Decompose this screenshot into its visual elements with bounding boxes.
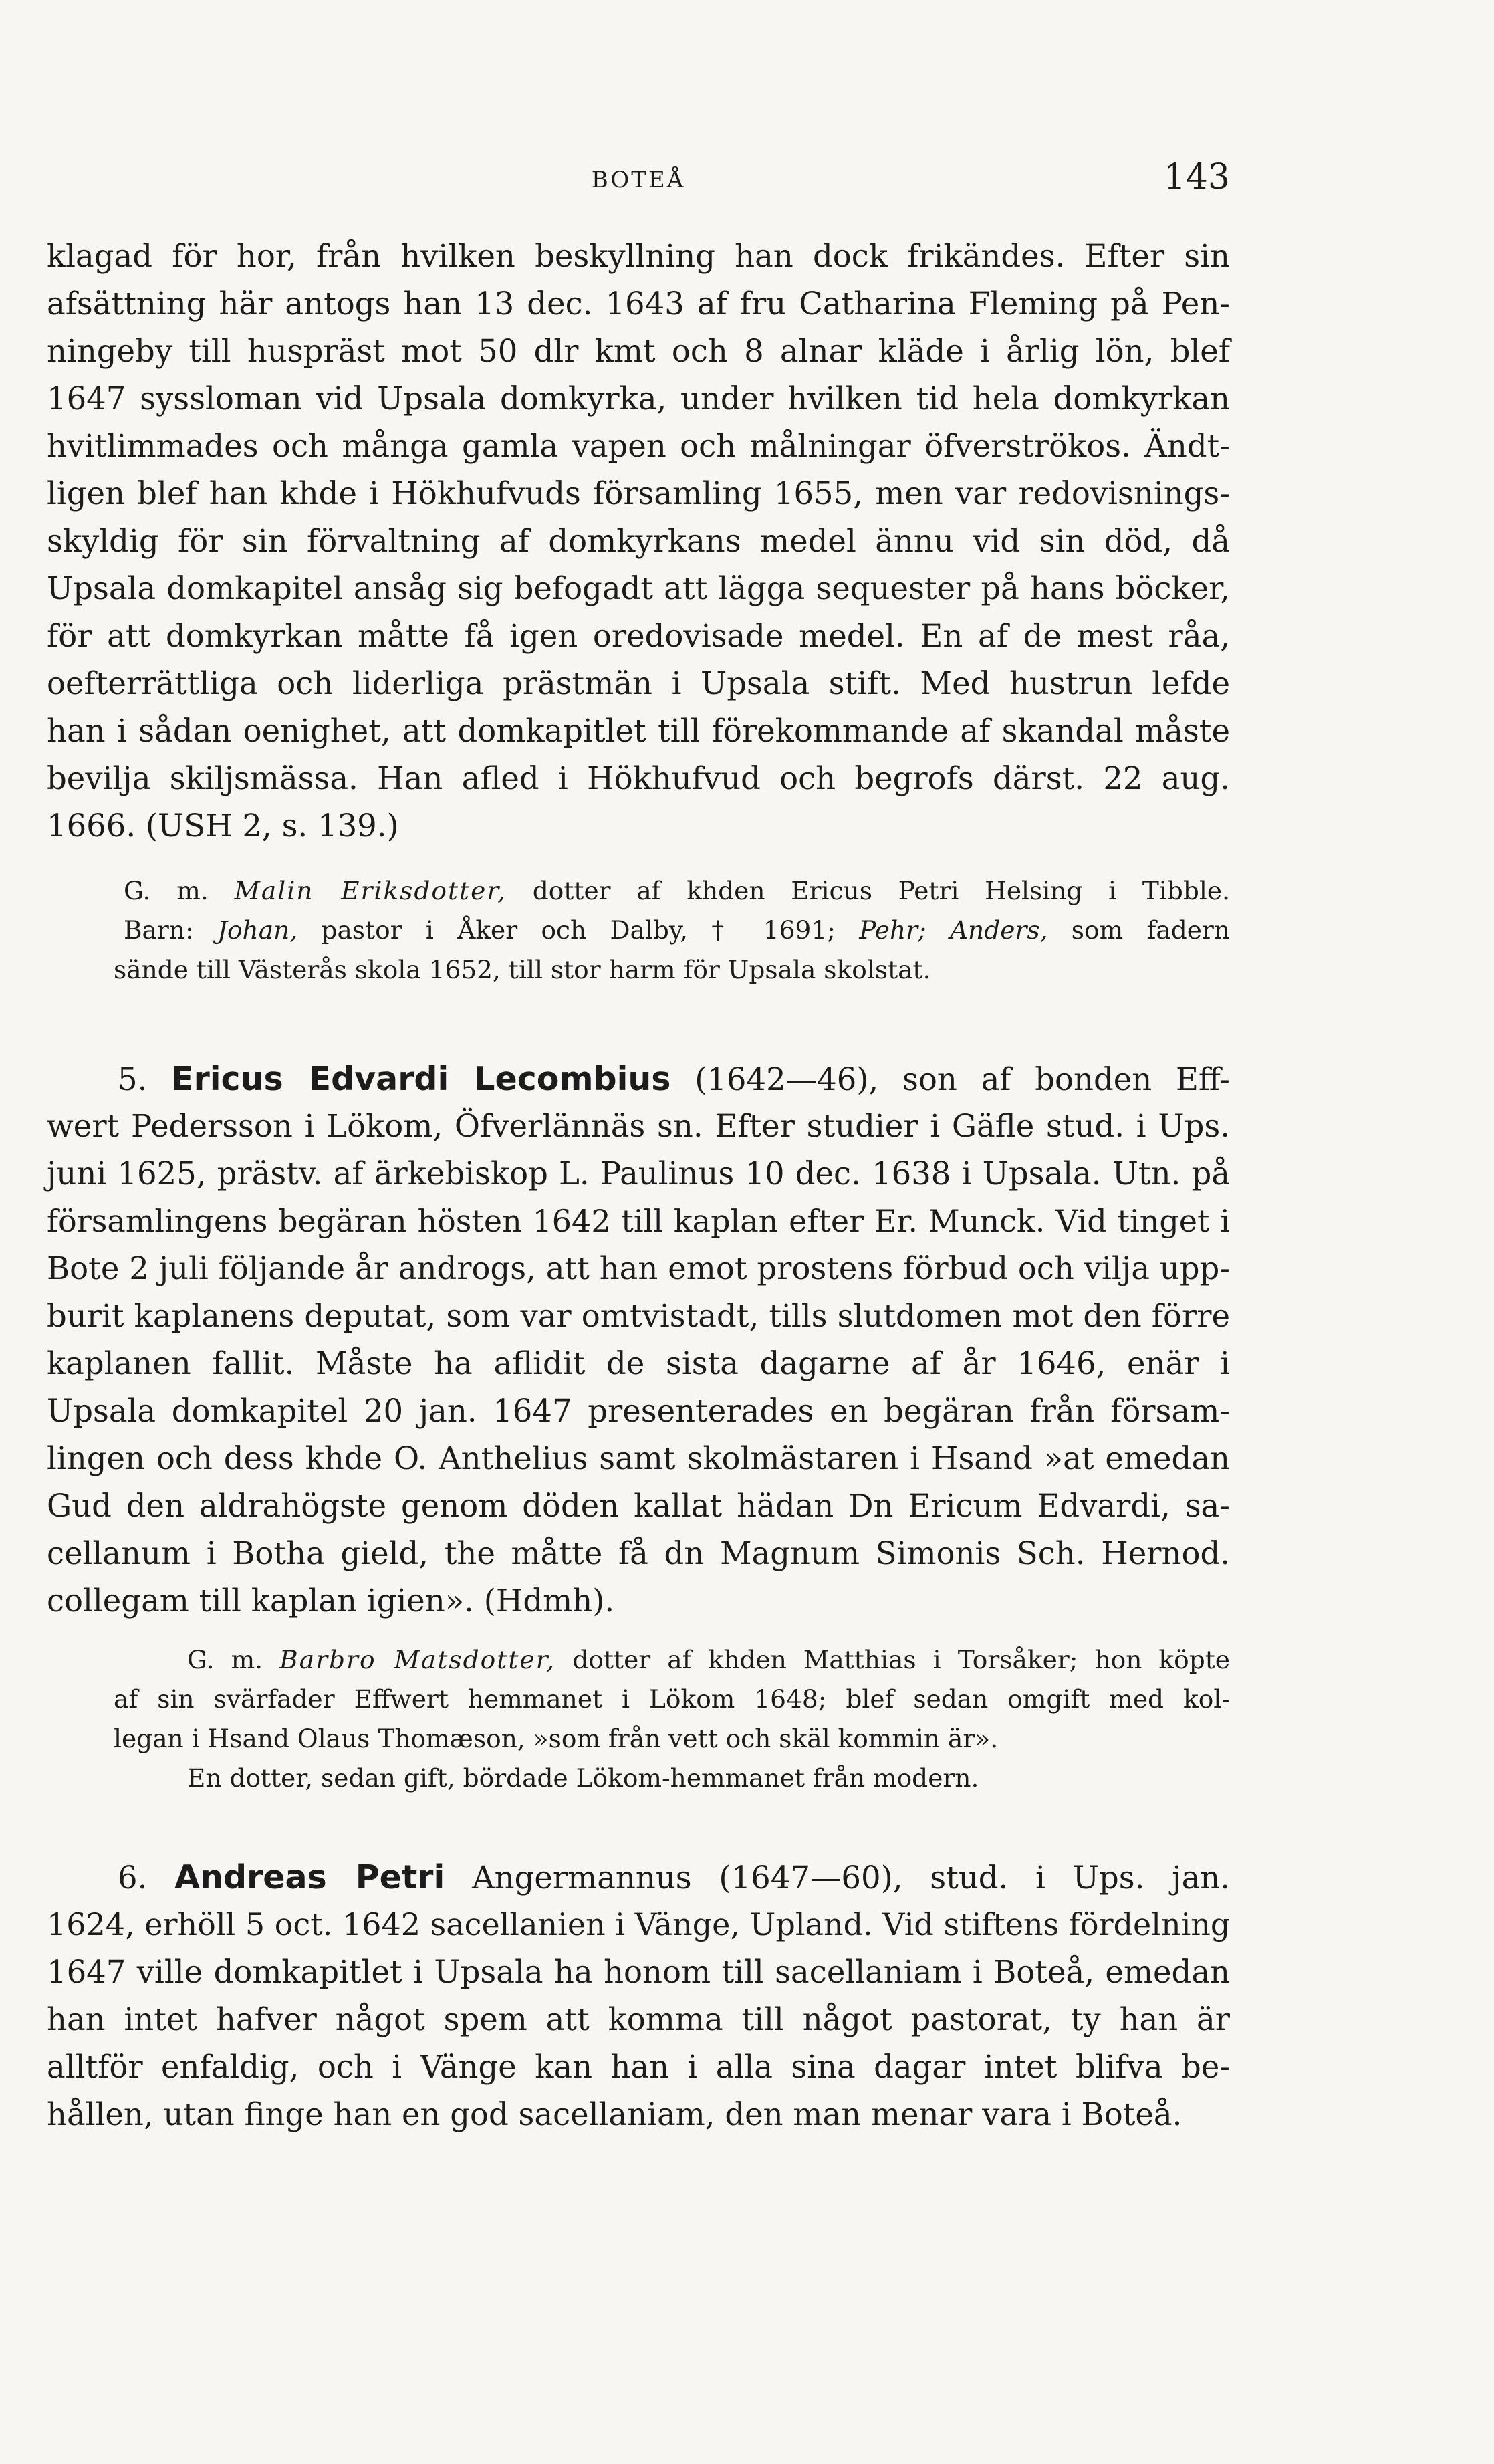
text-line: cellanum i Botha gield, the måtte få dn Magnum Simonis Sch. Hernod. [47, 1535, 1230, 1571]
text-line: församlingens begäran hösten 1642 till kaplan efter Er. Munck. Vid tinget i [47, 1203, 1230, 1239]
text-line: wert Pedersson i Lökom, Öfverlännäs sn. Efter studier i Gäfle stud. i Ups. [47, 1108, 1230, 1144]
text-line: han intet hafver något spem att komma till något pastorat, ty han är [47, 2001, 1230, 2037]
text-line: Upsala domkapitel 20 jan. 1647 presenterades en begäran från försam- [47, 1393, 1230, 1429]
child-names: Pehr; Anders, [859, 915, 1048, 945]
note-line: af sin svärfader Effwert hemmanet i Lökom 1648; blef sedan omgift med kol- [114, 1684, 1230, 1714]
text-line: collegam till kaplan igien». (Hdmh). [47, 1583, 615, 1619]
text-line: alltför enfaldig, och i Vänge kan han i alla sina dagar intet blifva be- [47, 2049, 1230, 2085]
entry-number: 6. [118, 1860, 148, 1896]
note-text: dotter af khden Ericus Petri Helsing i Tibble. [507, 876, 1230, 905]
text-line: skyldig för sin förvaltning af domkyrkans medel ännu vid sin död, då [47, 523, 1230, 559]
note-line: En dotter, sedan gift, bördade Lökom-hemmanet från modern. [187, 1763, 979, 1793]
text-line: ningeby till huspräst mot 50 dlr kmt och 8 alnar kläde i årlig lön, blef [47, 333, 1230, 369]
running-title: BOTEÅ [591, 166, 686, 193]
text-line: afsättning här antogs han 13 dec. 1643 af fru Catharina Fleming på Pen- [47, 286, 1230, 322]
note-text: Barn: [124, 915, 217, 945]
entry-5 [47, 1055, 1230, 1625]
note-text: pastor i Åker och Dalby, † 1691; [297, 915, 860, 945]
note-line [47, 871, 1230, 911]
note-line: sände till Västerås skola 1652, till stor harm för Upsala skolstat. [114, 955, 931, 984]
entry-6 [47, 1854, 1230, 2138]
text-line: burit kaplanens deputat, som var omtvistadt, tills slutdomen mot den förre [47, 1298, 1230, 1334]
entry-heading-line [47, 1055, 1230, 1103]
spouse-name: Malin Eriksdotter, [234, 876, 507, 905]
note-family-1 [47, 871, 1230, 990]
running-head [47, 157, 1230, 204]
entry-number: 5. [118, 1061, 148, 1097]
text-line: Bote 2 juli följande år androgs, att han emot prostens förbud och vilja upp- [47, 1250, 1230, 1286]
text-line: ligen blef han khde i Hökhufvuds församling 1655, men var redovisnings- [47, 475, 1230, 512]
spouse-name: Barbro Matsdotter, [279, 1645, 556, 1674]
text-line: han i sådan oenighet, att domkapitlet till förekommande af skandal måste [47, 713, 1230, 749]
note-line [47, 911, 1230, 950]
text-line: lingen och dess khde O. Anthelius samt skolmästaren i Hsand »at emedan [47, 1440, 1230, 1476]
text-line: hvitlimmades och många gamla vapen och målningar öfverströkos. Ändt- [47, 428, 1230, 464]
text-line: klagad för hor, från hvilken beskyllning han dock frikändes. Efter sin [47, 238, 1230, 274]
note-family-5 [47, 1640, 1230, 1798]
text-line: 1624, erhöll 5 oct. 1642 sacellanien i Vänge, Upland. Vid stiftens fördelning [47, 1906, 1231, 1942]
text-line: 1666. (USH 2, s. 139.) [47, 808, 399, 844]
note-text: G. m. [187, 1645, 280, 1674]
paragraph-continuation [47, 233, 1230, 850]
entry-text: Angermannus (1647—60), stud. i Ups. jan. [472, 1860, 1231, 1896]
page-number: 143 [1163, 157, 1230, 197]
text-line: oefterrättliga och liderliga prästmän i Upsala stift. Med hustrun lefde [47, 665, 1230, 701]
text-line: 1647 ville domkapitlet i Upsala ha honom till sacellaniam i Boteå, emedan [47, 1954, 1230, 1990]
child-name: Johan, [217, 915, 298, 945]
entry-text: (1642—46), son af bonden Eff- [695, 1061, 1230, 1097]
note-line [47, 1640, 1230, 1680]
entry-name: Andreas Petri [174, 1858, 445, 1896]
note-line: legan i Hsand Olaus Thomæson, »som från vett och skäl kommin är». [114, 1724, 999, 1753]
text-line: juni 1625, prästv. af ärkebiskop L. Paulinus 10 dec. 1638 i Upsala. Utn. på [47, 1155, 1230, 1192]
note-text: G. m. [124, 876, 235, 905]
note-text: som fadern [1047, 915, 1230, 945]
text-line: bevilja skiljsmässa. Han afled i Hökhufvud och begrofs därst. 22 aug. [47, 760, 1230, 796]
entry-name: Ericus Edvardi Lecombius [171, 1060, 671, 1098]
text-line: Upsala domkapitel ansåg sig befogadt att lägga sequester på hans böcker, [47, 570, 1230, 606]
text-line: Gud den aldrahögste genom döden kallat hädan Dn Ericum Edvardi, sa- [47, 1488, 1230, 1524]
text-line: för att domkyrkan måtte få igen oredovisade medel. En af de mest råa, [47, 618, 1230, 654]
text-line: hållen, utan finge han en god sacellaniam, den man menar vara i Boteå. [47, 2096, 1182, 2132]
note-text: dotter af khden Matthias i Torsåker; hon köpte [555, 1645, 1230, 1674]
text-line: 1647 syssloman vid Upsala domkyrka, under hvilken tid hela domkyrkan [47, 380, 1230, 417]
text-line: kaplanen fallit. Måste ha aflidit de sista dagarne af år 1646, enär i [47, 1345, 1230, 1381]
entry-heading-line [47, 1854, 1230, 1901]
